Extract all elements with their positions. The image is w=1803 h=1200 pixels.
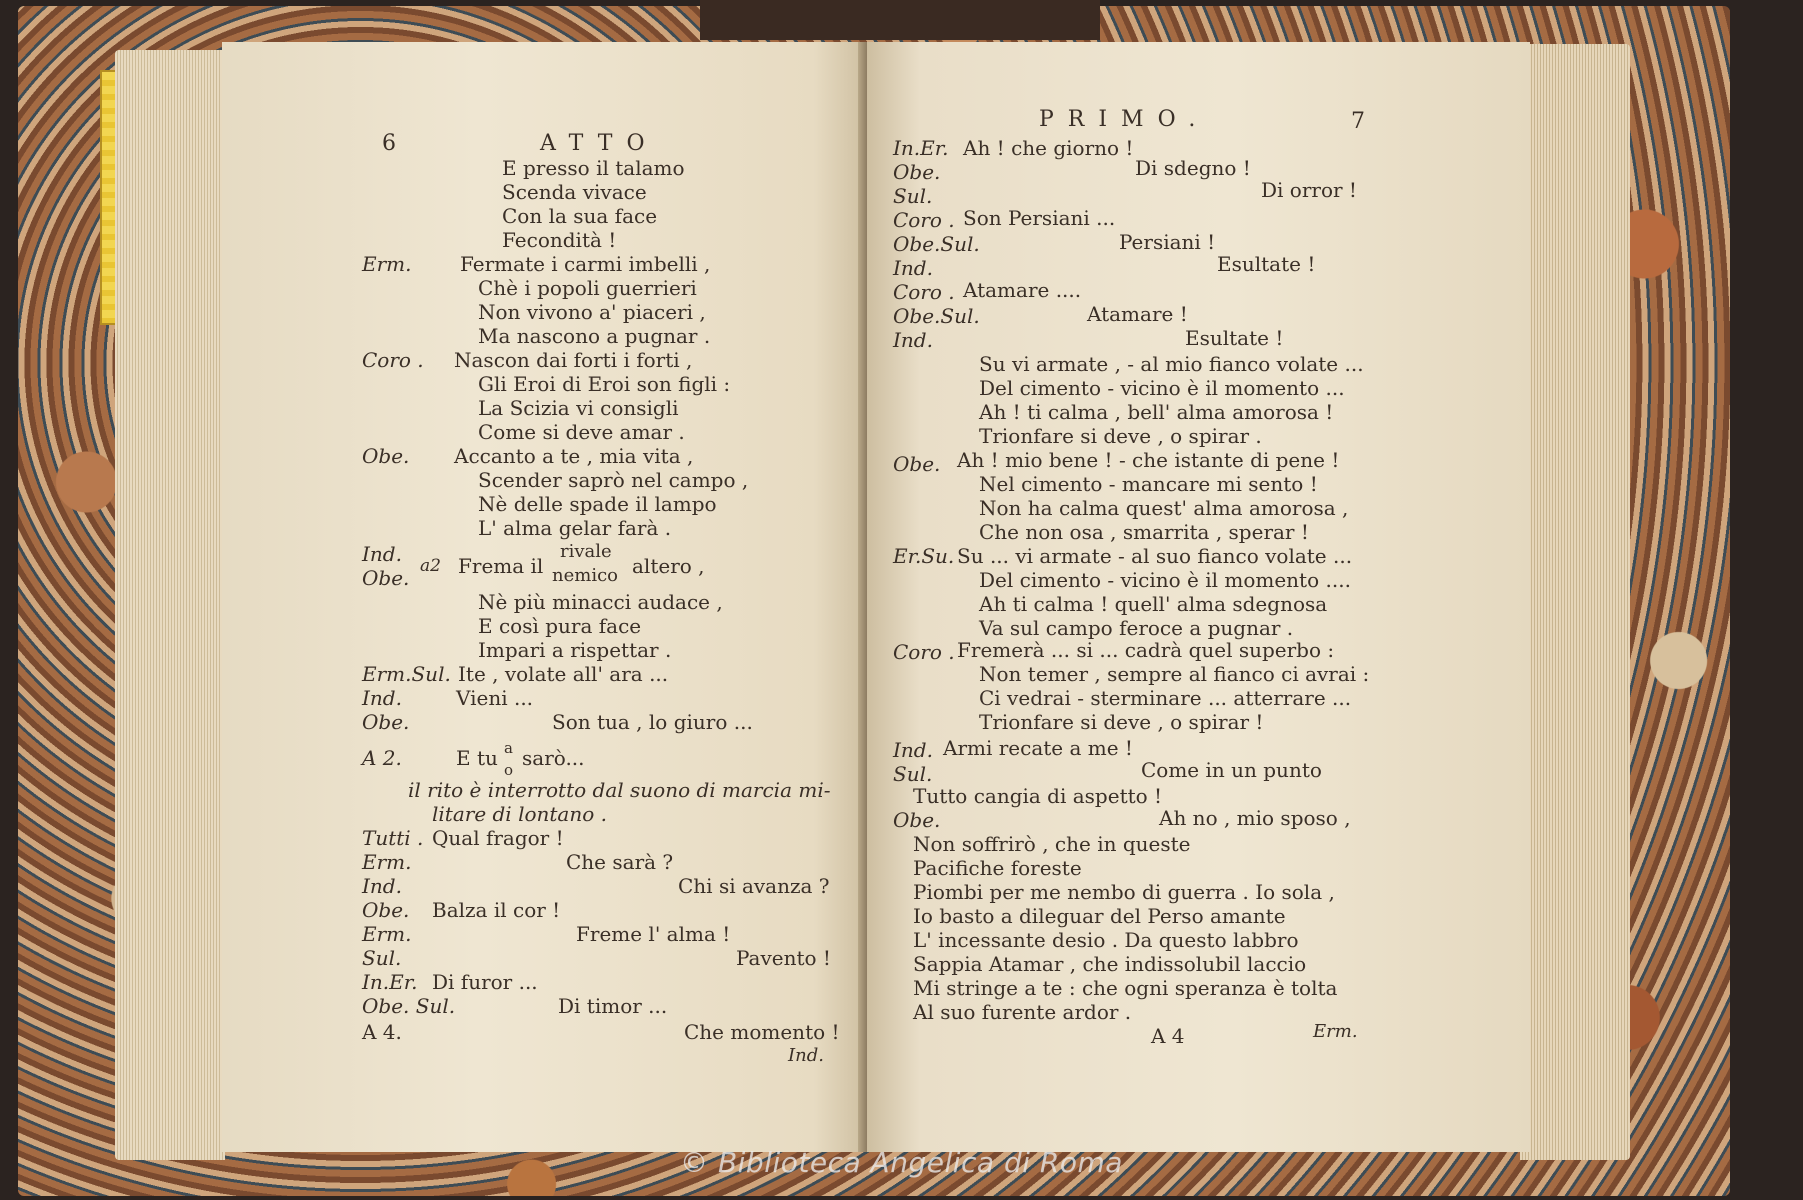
verse-line: Mi stringe a te : che ogni speranza è tolta: [913, 976, 1338, 1000]
verse-line: Persiani !: [1119, 230, 1216, 254]
verse-line: L' incessante desio . Da questo labbro: [913, 928, 1299, 952]
speaker-label: Coro .: [893, 280, 955, 304]
verse-line: Piombi per me nembo di guerra . Io sola ,: [913, 880, 1335, 904]
signature-mark: A 4.: [362, 1020, 402, 1044]
speaker-label: Erm.: [362, 922, 412, 946]
duet-marker: a2: [420, 556, 441, 576]
verse-line: Ah ! ti calma , bell' alma amorosa !: [979, 400, 1334, 424]
speaker-label: Obe.: [362, 566, 410, 590]
verse-line: Accanto a te , mia vita ,: [454, 444, 694, 468]
verse-line: Nè più minacci audace ,: [478, 590, 723, 614]
variant-word-upper: rivale: [560, 541, 612, 562]
page-number: 6: [382, 131, 396, 156]
superscript-variant: a: [504, 739, 513, 757]
verse-line: E presso il talamo: [502, 156, 685, 180]
verse-line: Come in un punto: [1141, 758, 1322, 782]
verse-line: Del cimento - vicino è il momento ....: [979, 568, 1351, 592]
verse-line: Fermate i carmi imbelli ,: [460, 252, 711, 276]
verse-line: Non vivono a' piaceri ,: [478, 300, 706, 324]
speaker-label: Obe.: [893, 160, 941, 184]
speaker-label: Ind.: [362, 874, 402, 898]
verse-line: Vieni ...: [456, 686, 534, 710]
verse-line: Ite , volate all' ara ...: [458, 662, 669, 686]
verse-line: Nè delle spade il lampo: [478, 492, 717, 516]
right-page: [867, 42, 1530, 1152]
verse-line: Ci vedrai - sterminare ... atterrare ...: [979, 686, 1352, 710]
page-number: 7: [1351, 109, 1365, 134]
verse-line: Atamare ....: [963, 278, 1082, 302]
catchword: Erm.: [1313, 1021, 1358, 1042]
speaker-label: Erm.: [362, 252, 412, 276]
copyright-watermark: © Biblioteca Angelica di Roma: [680, 1146, 1123, 1179]
verse-line: Ah ! che giorno !: [963, 136, 1134, 160]
verse-line: Son tua , lo giuro ...: [552, 710, 753, 734]
verse-line: Non soffrirò , che in queste: [913, 832, 1191, 856]
speaker-label: In.Er.: [893, 136, 949, 160]
speaker-label: Sul.: [893, 184, 933, 208]
verse-line: Fecondità !: [502, 228, 617, 252]
verse-line: Balza il cor !: [432, 898, 561, 922]
speaker-label: A 2.: [362, 746, 402, 770]
verse-line: L' alma gelar farà .: [478, 516, 672, 540]
verse-line: Chi si avanza ?: [678, 874, 830, 898]
speaker-label: Obe.Sul.: [893, 232, 980, 256]
verse-line: Gli Eroi di Eroi son figli :: [478, 372, 731, 396]
verse-line: Del cimento - vicino è il momento ...: [979, 376, 1345, 400]
page-edges-left: [115, 50, 225, 1160]
signature-mark: A 4: [1151, 1024, 1185, 1048]
verse-line: Nascon dai forti i forti ,: [454, 348, 693, 372]
verse-line: Tutto cangia di aspetto !: [913, 784, 1163, 808]
speaker-label: Obe.: [362, 710, 410, 734]
left-page: [222, 42, 865, 1152]
speaker-label: Coro .: [362, 348, 424, 372]
verse-line: Pacifiche foreste: [913, 856, 1082, 880]
verse-line: Non temer , sempre al fianco ci avrai :: [979, 662, 1370, 686]
book-spine: [700, 0, 1100, 40]
speaker-label: Ind.: [362, 542, 402, 566]
catchword: Ind.: [788, 1045, 824, 1066]
verse-line: Di orror !: [1261, 178, 1357, 202]
verse-line: Ah ti calma ! quell' alma sdegnosa: [979, 592, 1328, 616]
speaker-label: Sul.: [893, 762, 933, 786]
speaker-label: Ind.: [893, 738, 933, 762]
subscript-variant: o: [504, 761, 514, 779]
verse-line: Impari a rispettar .: [478, 638, 672, 662]
verse-line: Ma nascono a pugnar .: [478, 324, 711, 348]
verse-line: Ah no , mio sposo ,: [1159, 806, 1351, 830]
running-head: PRIMO.: [1039, 107, 1210, 132]
speaker-label: Coro .: [893, 640, 955, 664]
verse-line: Armi recate a me !: [943, 736, 1133, 760]
speaker-label: Obe. Sul.: [362, 994, 456, 1018]
verse-line: Trionfare si deve , o spirar .: [979, 424, 1262, 448]
speaker-label: Tutti .: [362, 826, 424, 850]
variant-word-lower: nemico: [552, 565, 618, 586]
verse-line: Su vi armate , - al mio fianco volate ...: [979, 352, 1364, 376]
speaker-label: Ind.: [893, 256, 933, 280]
verse-line: Sappia Atamar , che indissolubil laccio: [913, 952, 1307, 976]
speaker-label: Sul.: [362, 946, 402, 970]
speaker-label: Ind.: [362, 686, 402, 710]
speaker-label: Erm.: [362, 850, 412, 874]
verse-line: Che momento !: [684, 1020, 840, 1044]
verse-line: E così pura face: [478, 614, 642, 638]
verse-line: La Scizia vi consigli: [478, 396, 679, 420]
speaker-label: Obe.: [893, 808, 941, 832]
verse-line: Con la sua face: [502, 204, 658, 228]
verse-line: Esultate !: [1217, 252, 1316, 276]
verse-line: Come si deve amar .: [478, 420, 685, 444]
verse-line: Frema il: [458, 554, 544, 578]
speaker-label: In.Er.: [362, 970, 418, 994]
verse-line: sarò...: [522, 746, 585, 770]
verse-line: Chè i popoli guerrieri: [478, 276, 697, 300]
verse-line: Al suo furente ardor .: [913, 1000, 1132, 1024]
speaker-label: Er.Su.: [893, 544, 955, 568]
verse-line: altero ,: [632, 554, 705, 578]
verse-line: Di timor ...: [558, 994, 668, 1018]
verse-line: Su ... vi armate - al suo fianco volate ...: [957, 544, 1353, 568]
stage-direction: il rito è interrotto dal suono di marcia mi-: [408, 778, 831, 802]
speaker-label: Obe.: [893, 452, 941, 476]
verse-line: Che sarà ?: [566, 850, 674, 874]
verse-line: Son Persiani ...: [963, 206, 1116, 230]
speaker-label: Obe.: [362, 898, 410, 922]
speaker-label: Coro .: [893, 208, 955, 232]
speaker-label: Erm.Sul.: [362, 662, 451, 686]
verse-line: Io basto a dileguar del Perso amante: [913, 904, 1286, 928]
verse-line: Di sdegno !: [1135, 156, 1251, 180]
verse-line: Pavento !: [736, 946, 831, 970]
verse-line: Scenda vivace: [502, 180, 647, 204]
verse-line: Va sul campo feroce a pugnar .: [979, 616, 1294, 640]
verse-line: Che non osa , smarrita , sperar !: [979, 520, 1309, 544]
verse-line: Freme l' alma !: [576, 922, 731, 946]
verse-line: Scender saprò nel campo ,: [478, 468, 749, 492]
speaker-label: Ind.: [893, 328, 933, 352]
verse-line: Di furor ...: [432, 970, 538, 994]
verse-line: E tu: [456, 746, 498, 770]
verse-line: Nel cimento - mancare mi sento !: [979, 472, 1318, 496]
verse-line: Trionfare si deve , o spirar !: [979, 710, 1264, 734]
running-head: ATTO: [540, 131, 659, 156]
stage-direction: litare di lontano .: [432, 802, 607, 826]
speaker-label: Obe.: [362, 444, 410, 468]
verse-line: Ah ! mio bene ! - che istante di pene !: [957, 448, 1340, 472]
verse-line: Esultate !: [1185, 326, 1284, 350]
verse-line: Fremerà ... si ... cadrà quel superbo :: [957, 638, 1335, 662]
verse-line: Non ha calma quest' alma amorosa ,: [979, 496, 1349, 520]
page-edges-right: [1520, 44, 1630, 1160]
verse-line: Qual fragor !: [432, 826, 564, 850]
speaker-label: Obe.Sul.: [893, 304, 980, 328]
verse-line: Atamare !: [1087, 302, 1188, 326]
